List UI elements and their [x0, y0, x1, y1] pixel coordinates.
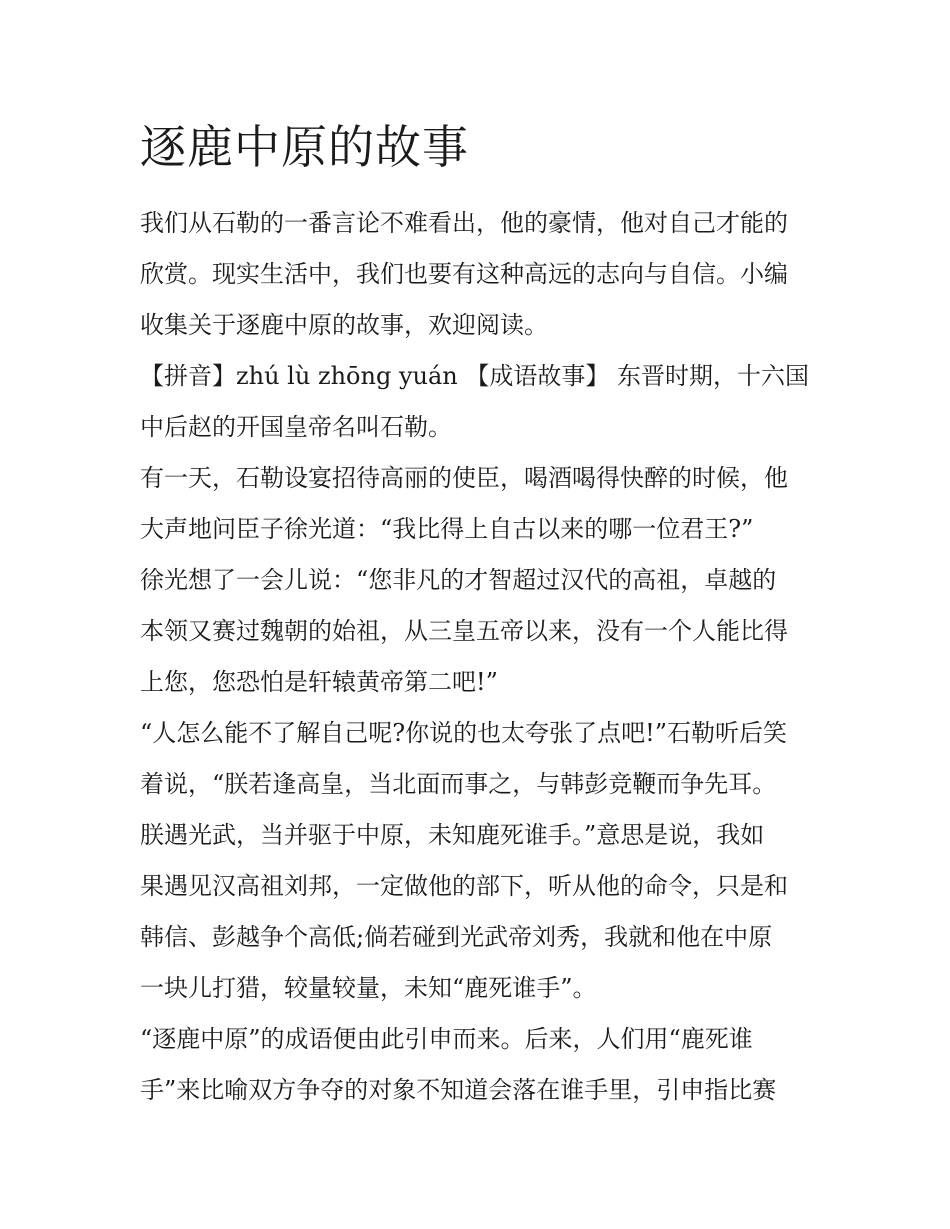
- document-title: 逐鹿中原的故事: [140, 120, 469, 174]
- text-line: 韩信、彭越争个高低;倘若碰到光武帝刘秀，我就和他在中原: [140, 923, 773, 951]
- text-line: “人怎么能不了解自己呢?你说的也太夸张了点吧!”石勒听后笑: [140, 719, 788, 747]
- text-line: 上您，您恐怕是轩辕黄帝第二吧!”: [140, 668, 498, 696]
- text-line: 欣赏。现实生活中，我们也要有这种高远的志向与自信。小编: [140, 260, 788, 288]
- text-line: 着说，“朕若逢高皇，当北面而事之，与韩彭竞鞭而争先耳。: [140, 770, 777, 798]
- text-line: 收集关于逐鹿中原的故事，欢迎阅读。: [140, 311, 548, 339]
- text-line: 中后赵的开国皇帝名叫石勒。: [140, 413, 452, 441]
- text-line: 有一天，石勒设宴招待高丽的使臣，喝酒喝得快醉的时候，他: [140, 464, 788, 492]
- text-line: 一块儿打猎，较量较量，未知“鹿死谁手”。: [140, 974, 597, 1002]
- document-body: [140, 112, 820, 1116]
- text-line: 本领又赛过魏朝的始祖，从三皇五帝以来，没有一个人能比得: [140, 617, 788, 645]
- text-line: 大声地问臣子徐光道：“我比得上自古以来的哪一位君王?”: [140, 515, 754, 543]
- text-line: 手”来比喻双方争夺的对象不知道会落在谁手里，引申指比赛: [140, 1076, 777, 1104]
- text-line: 徐光想了一会儿说：“您非凡的才智超过汉代的高祖，卓越的: [140, 566, 777, 594]
- text-block: [140, 198, 820, 1116]
- text-line: 【拼音】zhú lù zhōng yuán 【成语故事】 东晋时期，十六国: [140, 362, 809, 390]
- text-line: “逐鹿中原”的成语便由此引申而来。后来，人们用“鹿死谁: [140, 1025, 753, 1053]
- text-line: 朕遇光武，当并驱于中原，未知鹿死谁手。”意思是说，我如: [140, 821, 765, 849]
- text-line: 我们从石勒的一番言论不难看出，他的豪情，他对自己才能的: [140, 209, 788, 237]
- text-line: 果遇见汉高祖刘邦，一定做他的部下，听从他的命令，只是和: [140, 872, 788, 900]
